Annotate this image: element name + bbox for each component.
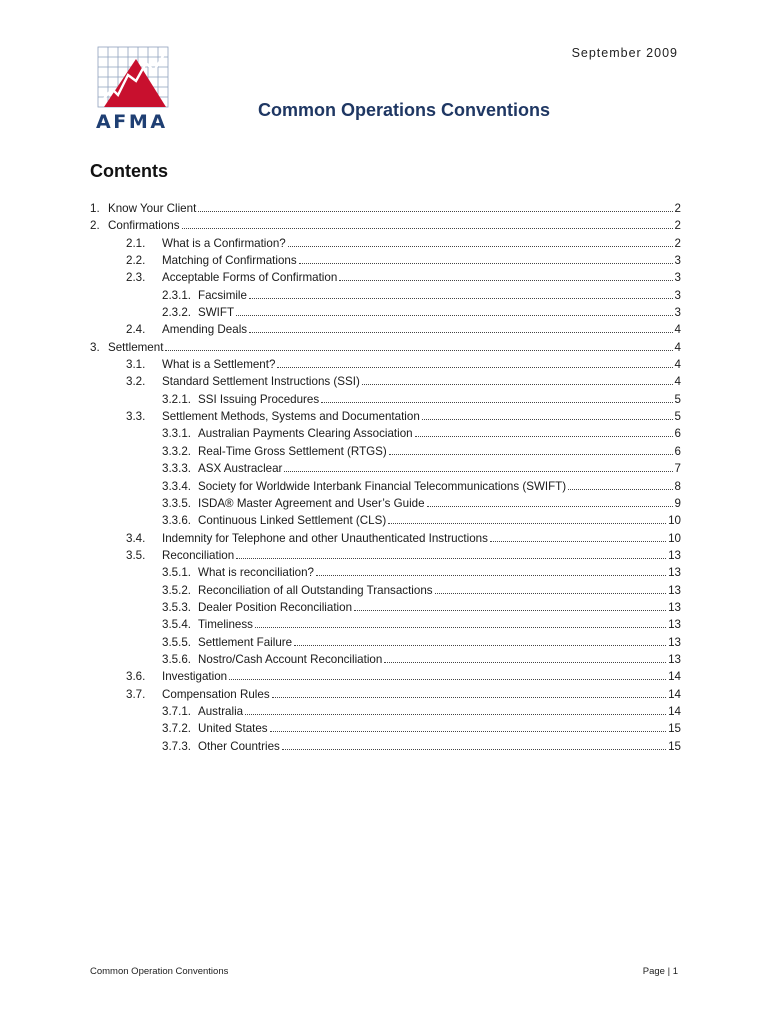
toc-entry[interactable] [90,651,681,668]
toc-entry-number: 3.7.3. [162,739,192,753]
toc-entry-number: 3.5. [126,548,146,562]
toc-entry-page: 4 [674,358,681,372]
toc-dot-leader [198,211,672,212]
toc-entry-title: Australia [198,704,244,718]
toc-dot-leader [284,471,672,472]
toc-entry-page: 14 [668,687,681,701]
toc-entry-title: Matching of Confirmations [162,254,297,268]
toc-entry-number: 3. [90,340,100,354]
toc-dot-leader [182,228,673,229]
toc-entry-title: What is a Confirmation? [162,236,286,250]
toc-entry-page: 8 [674,479,681,493]
toc-entry[interactable] [90,373,681,390]
toc-dot-leader [435,593,667,594]
toc-dot-leader [316,575,666,576]
toc-dot-leader [362,384,673,385]
toc-entry[interactable] [90,217,681,234]
toc-dot-leader [282,749,666,750]
footer-document-name: Common Operation Conventions [90,966,229,977]
toc-entry[interactable] [90,599,681,616]
toc-dot-leader [415,436,673,437]
toc-entry-title: Other Countries [198,739,280,753]
toc-dot-leader [249,332,672,333]
toc-dot-leader [249,298,673,299]
toc-entry-page: 13 [668,600,681,614]
toc-entry[interactable] [90,269,681,286]
toc-entry[interactable] [90,356,681,373]
toc-entry-number: 3.7. [126,687,146,701]
toc-dot-leader [321,402,672,403]
toc-entry-title: Confirmations [108,219,180,233]
toc-entry[interactable] [90,235,681,252]
toc-entry[interactable] [90,321,681,338]
toc-entry-title: United States [198,722,268,736]
toc-entry-title: Standard Settlement Instructions (SSI) [162,375,360,389]
toc-entry-page: 13 [668,583,681,597]
toc-entry-number: 3.5.4. [162,618,192,632]
toc-entry-number: 3.2. [126,375,146,389]
toc-entry-title: ASX Austraclear [198,462,283,476]
toc-entry-page: 14 [668,670,681,684]
toc-entry-title: Facsimile [198,288,247,302]
toc-entry-title: SSI Issuing Procedures [198,392,320,406]
toc-entry-number: 3.3. [126,410,146,424]
toc-entry[interactable] [90,425,681,442]
toc-entry[interactable] [90,512,681,529]
toc-entry-title: Society for Worldwide Interbank Financial Telecommunications (SWIFT) [198,479,567,493]
toc-entry-page: 6 [674,444,681,458]
toc-dot-leader [388,523,666,524]
toc-entry-page: 15 [668,739,681,753]
toc-entry-title: Dealer Position Reconciliation [198,600,353,614]
toc-entry[interactable] [90,582,681,599]
toc-entry-number: 3.3.4. [162,479,192,493]
toc-dot-leader [384,662,666,663]
toc-entry[interactable] [90,686,681,703]
toc-dot-leader [245,714,666,715]
toc-dot-leader [389,454,673,455]
toc-entry-number: 3.4. [126,531,146,545]
toc-entry[interactable] [90,200,681,217]
toc-entry-number: 3.3.5. [162,496,192,510]
toc-dot-leader [299,263,673,264]
toc-entry-page: 5 [674,392,681,406]
toc-dot-leader [354,610,666,611]
toc-entry-page: 15 [668,722,681,736]
toc-entry-title: Continuous Linked Settlement (CLS) [198,514,387,528]
toc-entry-page: 13 [668,548,681,562]
toc-entry-number: 2. [90,219,100,233]
toc-entry-number: 2.2. [126,254,146,268]
toc-entry-page: 3 [674,254,681,268]
toc-entry-number: 3.7.1. [162,704,192,718]
document-date: September 2009 [571,46,678,60]
toc-dot-leader [270,731,666,732]
toc-dot-leader [255,627,666,628]
toc-entry-number: 2.3.2. [162,306,192,320]
toc-entry-number: 3.1. [126,358,146,372]
toc-entry-page: 2 [674,219,681,233]
toc-entry-page: 10 [668,531,681,545]
toc-entry-page: 4 [674,323,681,337]
toc-dot-leader [277,367,672,368]
toc-dot-leader [422,419,673,420]
toc-dot-leader [427,506,673,507]
toc-entry[interactable] [90,339,681,356]
toc-entry-page: 6 [674,427,681,441]
toc-entry[interactable] [90,287,681,304]
toc-dot-leader [236,315,672,316]
toc-entry-number: 3.6. [126,670,146,684]
toc-entry[interactable] [90,564,681,581]
toc-entry-number: 3.5.6. [162,652,192,666]
toc-entry-page: 2 [674,202,681,215]
toc-entry[interactable] [90,703,681,720]
toc-dot-leader [165,350,672,351]
toc-dot-leader [339,280,672,281]
logo-wordmark: AFMA [96,111,168,133]
toc-entry[interactable] [90,391,681,408]
toc-entry-page: 2 [674,236,681,250]
document-title: Common Operations Conventions [258,100,551,120]
toc-entry-number: 3.3.3. [162,462,192,476]
toc-entry-number: 3.7.2. [162,722,192,736]
toc-entry-title: Settlement Failure [198,635,293,649]
toc-entry[interactable] [90,304,681,321]
toc-entry[interactable] [90,408,681,425]
toc-entry-number: 2.3.1. [162,288,192,302]
toc-entry-number: 2.1. [126,236,146,250]
toc-entry-number: 3.2.1. [162,392,192,406]
toc-entry-number: 3.5.2. [162,583,192,597]
toc-dot-leader [294,645,666,646]
toc-entry-title: What is reconciliation? [198,566,314,580]
toc-entry-number: 3.3.2. [162,444,192,458]
toc-entry[interactable] [90,634,681,651]
toc-dot-leader [229,679,666,680]
contents-heading: Contents [90,161,168,181]
toc-entry[interactable] [90,478,681,495]
toc-entry-page: 5 [674,410,681,424]
toc-entry-title: Acceptable Forms of Confirmation [162,271,338,285]
toc-entry-page: 14 [668,704,681,718]
toc-entry-page: 10 [668,514,681,528]
toc-entry-title: Reconciliation [162,548,235,562]
toc-dot-leader [490,541,666,542]
toc-entry-page: 4 [674,375,681,389]
toc-dot-leader [568,489,672,490]
toc-entry[interactable] [90,495,681,512]
toc-dot-leader [288,246,673,247]
toc-entry-title: SWIFT [198,306,235,320]
toc-dot-leader [236,558,666,559]
toc-entry-title: Settlement [108,340,164,354]
toc-entry-number: 1. [90,202,100,215]
toc-dot-leader [272,697,666,698]
toc-entry-number: 3.5.3. [162,600,192,614]
toc-entry-number: 3.5.5. [162,635,192,649]
toc-entry[interactable] [90,720,681,737]
toc-entry[interactable] [90,252,681,269]
toc-entry[interactable] [90,443,681,460]
toc-entry-title: What is a Settlement? [162,358,276,372]
toc-entry-page: 4 [674,340,681,354]
toc-entry-title: Compensation Rules [162,687,270,701]
toc-entry-number: 2.4. [126,323,146,337]
toc-entry[interactable] [90,668,681,685]
toc-entry-title: Amending Deals [162,323,248,337]
toc-entry-title: Real-Time Gross Settlement (RTGS) [198,444,387,458]
toc-entry-page: 3 [674,306,681,320]
toc-entry[interactable] [90,547,681,564]
footer-page-number: Page | 1 [642,966,678,977]
toc-entry-title: Nostro/Cash Account Reconciliation [198,652,383,666]
toc-entry-title: Investigation [162,670,228,684]
toc-entry-title: Indemnity for Telephone and other Unauthenticated Instructions [162,531,488,545]
toc-entry-page: 3 [674,271,681,285]
toc-entry-title: Know Your Client [108,202,197,215]
toc-entry-title: Reconciliation of all Outstanding Transactions [198,583,433,597]
toc-entry-page: 9 [674,496,681,510]
toc-entry-page: 13 [668,618,681,632]
toc-entry[interactable] [90,616,681,633]
toc-entry-title: Settlement Methods, Systems and Documentation [162,410,420,424]
toc-entry-number: 3.3.1. [162,427,192,441]
toc-entry-page: 7 [674,462,681,476]
toc-entry-page: 13 [668,566,681,580]
toc-entry[interactable] [90,460,681,477]
table-of-contents [90,200,681,755]
toc-entry-title: ISDA® Master Agreement and User’s Guide [198,496,425,510]
toc-entry-number: 2.3. [126,271,146,285]
toc-entry-number: 3.5.1. [162,566,192,580]
toc-entry-title: Timeliness [198,618,253,632]
toc-entry-page: 13 [668,635,681,649]
toc-entry-page: 13 [668,652,681,666]
toc-entry[interactable] [90,738,681,755]
toc-entry-number: 3.3.6. [162,514,192,528]
toc-entry-page: 3 [674,288,681,302]
toc-entry[interactable] [90,530,681,547]
toc-entry-title: Australian Payments Clearing Association [198,427,413,441]
